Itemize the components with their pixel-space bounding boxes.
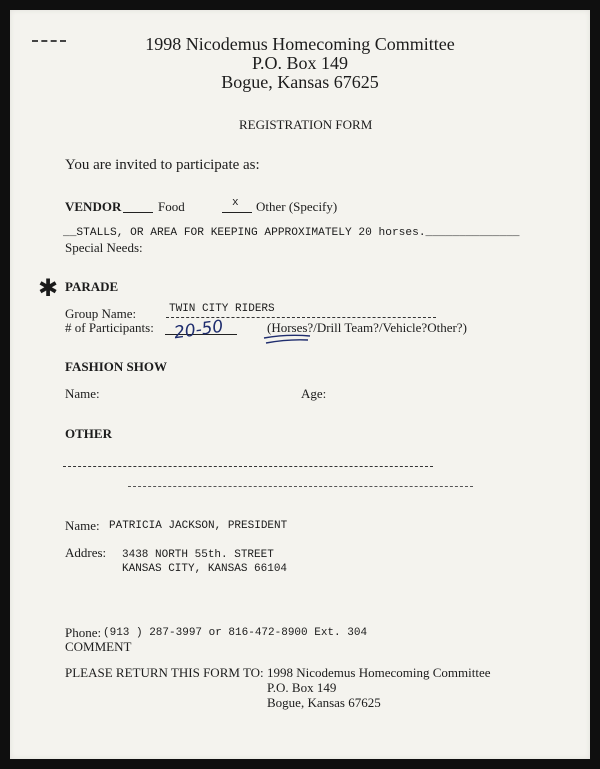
participants-value[interactable]: 20-50	[172, 316, 225, 344]
other-check-mark: x	[232, 197, 239, 209]
phone-label: Phone:	[65, 625, 102, 640]
food-label: Food	[158, 199, 185, 214]
group-name-label: Group Name:	[65, 306, 137, 321]
address-line-2[interactable]: KANSAS CITY, KANSAS 66104	[122, 563, 288, 575]
other-line-2[interactable]	[128, 486, 473, 487]
parade-asterisk-mark: ✱	[38, 274, 59, 302]
contact-name-value[interactable]: PATRICIA JACKSON, PRESIDENT	[109, 520, 288, 532]
participants-label: # of Participants:	[65, 320, 154, 335]
other-specify-label: Other (Specify)	[256, 199, 338, 214]
return-line-2: P.O. Box 149	[267, 680, 337, 695]
form-title: REGISTRATION FORM	[239, 117, 373, 132]
participant-type-hint: (Horses?/Drill Team?/Vehicle?Other?)	[267, 320, 467, 335]
header-org: 1998 Nicodemus Homecoming Committee	[145, 34, 455, 54]
return-label: PLEASE RETURN THIS FORM TO:	[65, 665, 264, 680]
group-name-value[interactable]: TWIN CITY RIDERS	[169, 303, 275, 315]
fashion-show-label: FASHION SHOW	[65, 359, 167, 374]
contact-name-label: Name:	[65, 518, 100, 533]
fashion-age-label: Age:	[301, 386, 327, 401]
parade-label: PARADE	[65, 279, 119, 294]
address-line-1[interactable]: 3438 NORTH 55th. STREET	[122, 549, 274, 561]
fashion-name-label: Name:	[65, 386, 100, 401]
vendor-label: VENDOR	[65, 199, 122, 214]
phone-value[interactable]: (913 ) 287-3997 or 816-472-8900 Ext. 304	[103, 627, 368, 639]
other-blank[interactable]	[222, 212, 252, 213]
address-label: Addres:	[65, 545, 107, 560]
invite-text: You are invited to participate as:	[65, 157, 260, 173]
horses-underline-mark	[262, 332, 314, 346]
other-section-label: OTHER	[65, 426, 112, 441]
other-line-1[interactable]	[63, 466, 433, 467]
special-needs-label: Special Needs:	[65, 240, 143, 255]
return-line-1: 1998 Nicodemus Homecoming Committee	[267, 665, 491, 680]
header-box: P.O. Box 149	[251, 53, 349, 73]
comment-label: COMMENT	[65, 639, 132, 654]
stalls-text: __STALLS, OR AREA FOR KEEPING APPROXIMATELY 20 horses.______________	[63, 227, 520, 239]
food-blank[interactable]	[123, 212, 153, 213]
return-line-3: Bogue, Kansas 67625	[267, 695, 381, 710]
header-city: Bogue, Kansas 67625	[221, 72, 379, 92]
